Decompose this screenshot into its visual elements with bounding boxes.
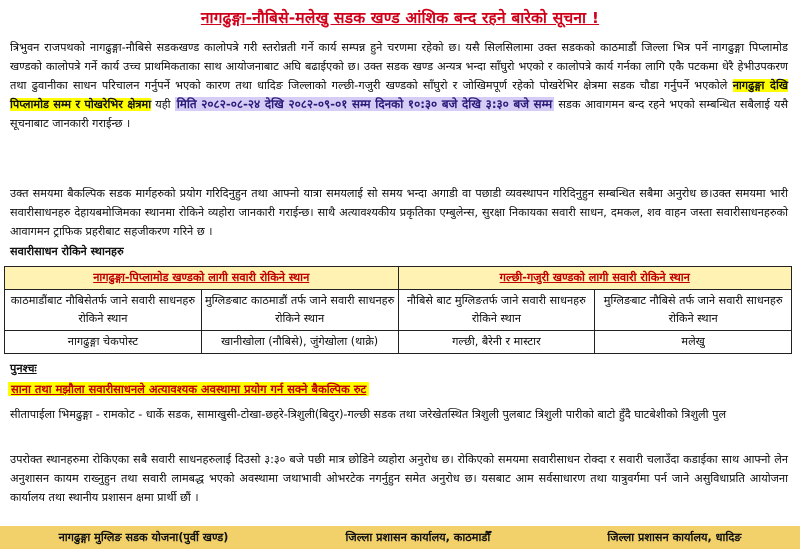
intro-after-text: सडक आवागमन बन्द रहने भएको सम्बन्धित सबैलाई यसै सूचनाबाट जानकारी गराईन्छ । (10, 98, 789, 130)
table-cell: काठमाडौंबाट नौबिसेतर्फ जाने सवारी साधनहरु रोकिने स्थान (5, 290, 202, 331)
closing-paragraph: उपरोक्त स्थानहरुमा रोकिएका सबै सवारी साधनहरुलाई दिउसो ३:३० बजे पछी मात्र छोडिने व्यहोरा अनुरोध छ। रोकिएको समयमा सवारीसाधन रोक्दा र सवारी चलाउँदा कडाईका साथ आफ्नो लेन अनुशासन कायम राख्नुहुन तथा सवारी लामबद्ध भएको अवस्थामा जथाभावी ओभरटेक नगर्नुहुन समेत अनुरोध छ। यसबाट आम सर्वसाधारण तथा यात्रुवर्गमा पर्न जाने असुविधाप्रति आयोजना कार्यालय तथा स्थानीय प्रशासन क्षमा प्रार्थी छौं । (10, 453, 788, 504)
table-cell: मुग्लिङबाट नौबिसे तर्फ जाने सवारी साधनहरु रोकिने स्थान (595, 290, 792, 331)
footer-issuer-dhading: जिल्ला प्रशासन कार्यालय, धादिङ (607, 531, 742, 544)
notice-title: नागढुङ्गा-नौबिसे-मलेखु सडक खण्ड आंशिक बन्द रहने बारेको सूचना ! (200, 9, 600, 27)
stop-locations-heading: सवारीसाधन रोकिने स्थानहरु (10, 245, 124, 258)
table-cell: नागढुङ्गा चेकपोस्ट (5, 331, 202, 354)
alt-route-heading-wrap (8, 378, 369, 399)
footer-issuer-project: नागढुङ्गा मुग्लिङ सडक योजना(पुर्वी खण्ड) (58, 531, 229, 544)
table-cell: नौबिसे बाट मुग्लिङतर्फ जाने सवारी साधनहरु रोकिने स्थान (398, 290, 595, 331)
table-cell: खानीखोला (नौबिसे), जुंगेखोला (थाक्रे) (201, 331, 398, 354)
table-cell: गल्छी, बैरेनी र मास्टार (398, 331, 595, 354)
table-header-row (5, 267, 792, 290)
postscript-label: पुनश्चः (10, 362, 37, 375)
intro-mid-text: यही (155, 98, 171, 111)
table-cell: मलेखु (595, 331, 792, 354)
footer-issuer-kathmandu: जिल्ला प्रशासन कार्यालय, काठमाडौँ (345, 531, 491, 544)
table-row (5, 290, 792, 331)
table-row (5, 331, 792, 354)
intro-paragraph (10, 38, 788, 133)
alt-route-paragraph: सीतापाईला भिमढुङ्गा - रामकोट - धार्के सडक, सामाखुसी-टोखा-छहरे-त्रिशुली(बिदुर)-गल्छी सडक तथा जरेखेतस्थित त्रिशुली पुलबाट त्रिशुली पारीको बाटो हुँदै घाटबेशीको त्रिशुली पुल (10, 408, 727, 421)
closure-location-highlight: नागढुङ्गा देखि पिप्लामोड सम्म र पोखरेभिर क्षेत्रमा (10, 79, 788, 111)
advice-paragraph: उक्त समयमा बैकल्पिक सडक मार्गहरुको प्रयोग गरिदिनुहुन तथा आफ्नो यात्रा समयलाई सो समय भन्दा अगाडी वा पछाडी व्यवस्थापन गरिदिनुहुन सम्बन्धित सबैमा अनुरोध छ।उक्त समयमा भारी सवारीसाधनहरु देहायबमोजिमका स्थानमा रोकिने व्यहोरा जानकारी गराईन्छ। साथै अत्यावश्यकीय प्रकृतिका एम्बुलेन्स, सुरक्षा निकायका सवारी साधन, दमकल, शव वाहन जस्ता सवारीसाधनहरुको आवागमन ट्राफिक प्रहरीबाट सहजीकरण गरिने छ । (10, 187, 788, 238)
table-header-nagdhunga: नागढुङ्गा-पिप्लामोड खण्डको लागी सवारी रोकिने स्थान (5, 267, 399, 290)
notice-title-wrap (0, 6, 800, 30)
intro-text: त्रिभुवन राजपथको नागढुङ्गा-नौबिसे सडकखण्ड कालोपत्रे गरी स्तरोन्नती गर्ने कार्य सम्पन्न हुने चरणमा रहेको छ। यसै सिलसिलामा उक्त सडकको काठमाडौं जिल्ला भित्र पर्ने नागढुङ्गा पिप्लामोड खण्डको कालोपत्रे गर्ने कार्य उच्च प्राथमिकताका साथ आयोजनाबाट अघि बढाईएको छ। उक्त सडक खण्ड अन्यत्र भन्दा साँघुरो भएको र कालोपत्रे कार्य गर्नका लागि एकै पटकमा धेरै हेभीउपकरण तथा ढुवानीका साधन परिचालन गर्नुपर्ने भएको कारण तथा धादिङ जिल्लाको गल्छी-गजुरी खण्डको साँघुरो र जोखिमपूर्ण रहेको पोखरेभिर क्षेत्रमा सडक चौडा गर्नुपर्ने भएकोले (10, 41, 788, 92)
footer-bar (0, 526, 800, 549)
stop-locations-table (4, 266, 792, 354)
table-header-galchhi: गल्छी-गजुरी खण्डको लागी सवारी रोकिने स्थान (398, 267, 792, 290)
closure-dates-highlight: मिति २०८२-०८-२४ देखि २०८२-०९-०१ सम्म दिनको १०:३० बजे देखि ३:३० बजे सम्म (176, 97, 553, 111)
alt-route-heading: साना तथा मझौला सवारीसाधनले अत्यावश्यक अवस्थामा प्रयोग गर्न सक्ने बैकल्पिक रुट (8, 382, 369, 396)
table-cell: मुग्लिङबाट काठमाडौं तर्फ जाने सवारी साधनहरु रोकिने स्थान (201, 290, 398, 331)
